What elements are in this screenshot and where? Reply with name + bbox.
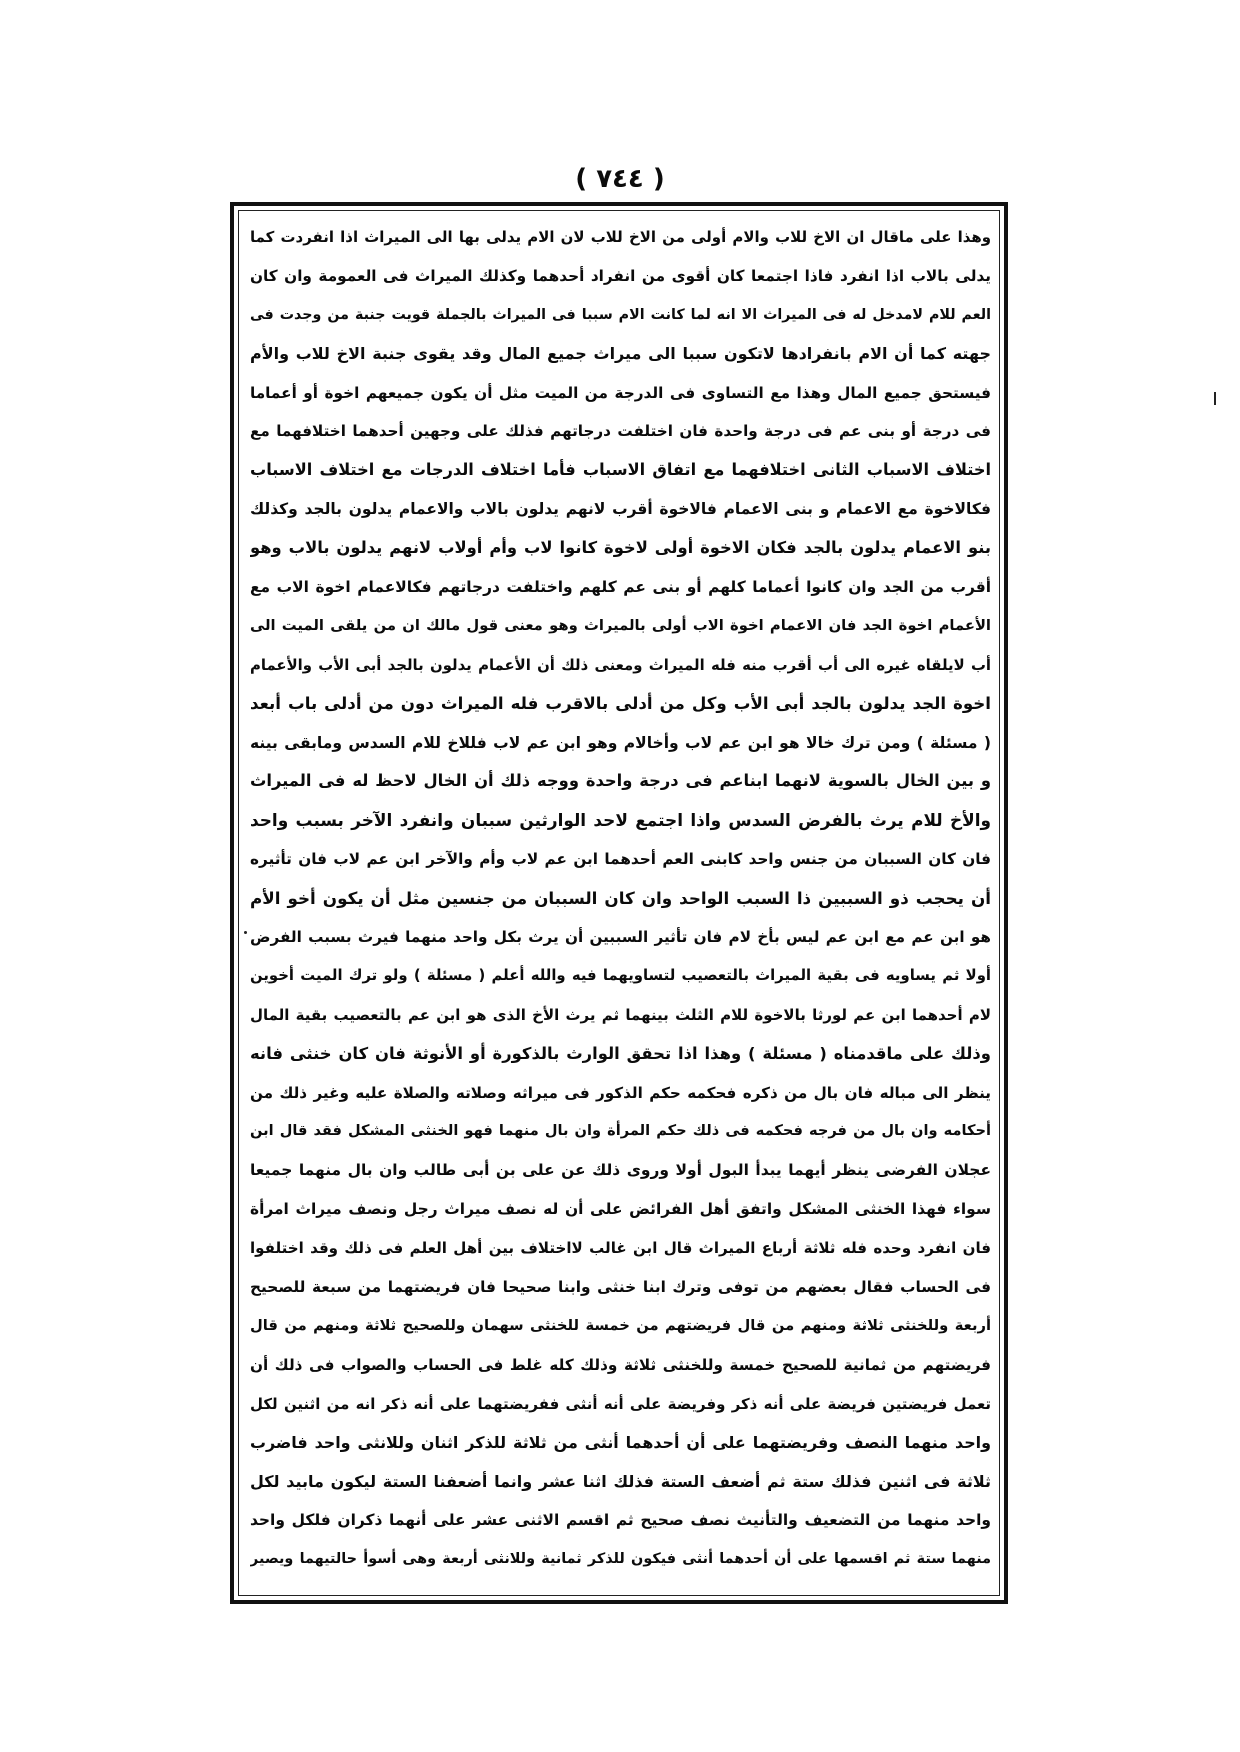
text-line: بنو الاعمام يدلون بالجد فكان الاخوة أولى لاخوة كانوا لاب وأم أولاب لانهم يدلون بالاب وهو <box>250 538 991 558</box>
text-line: هو ابن عم مع ابن عم ليس بأخ لام فان تأثير السببين أن يرث بكل واحد منهما فيرث بسبب الفرض <box>250 928 991 947</box>
text-line: اختلاف الاسباب الثانى اختلافهما مع اتفاق الاسباب فأما اختلاف الدرجات مع اختلاف الاسباب <box>250 460 991 480</box>
text-line: فيستحق جميع المال وهذا مع التساوى فى الدرجة من الميت مثل أن يكون جميعهم اخوة أو أعماما <box>250 383 991 402</box>
body-text <box>250 218 991 1579</box>
text-line: واحد منهما النصف وفريضتهما على أن أحدهما أنثى من ثلاثة للذكر اثنان وللانثى واحد فاضرب <box>250 1432 991 1452</box>
text-line: فان كان السببان من جنس واحد كابنى العم أحدهما ابن عم لاب وأم والآخر ابن عم لاب فان تأثيره <box>250 850 991 869</box>
text-line: ( مسئلة ) ومن ترك خالا هو ابن عم لاب وأخالام وهو ابن عم لاب فللاخ للام السدس ومابقى بينه <box>250 733 991 752</box>
text-line: أقرب من الجد وان كانوا أعماما كلهم أو بنى عم كلهم واختلفت درجاتهم فكالاعمام اخوة الاب مع <box>250 578 991 597</box>
text-line: فريضتهم من ثمانية للصحيح خمسة وللخنثى ثلاثة وذلك كله غلط فى الحساب والصواب فى ذلك أن <box>250 1355 991 1374</box>
text-line: العم للام لامدخل له فى الميراث الا انه لما كانت الام سببا فى الميراث بالجملة قويت جنبة من وجدت فى <box>250 306 991 323</box>
text-line: جهته كما أن الام بانفرادها لاتكون سببا الى ميراث جميع المال وقد يقوى جنبة الاخ للاب والأم <box>250 343 991 363</box>
text-line: منهما ستة ثم اقسمها على أن أحدهما أنثى فيكون للذكر ثمانية وللانثى أربعة وهى أسوأ حالتيهما ويصير <box>250 1551 991 1568</box>
text-line: والأخ للام يرث بالفرض السدس واذا اجتمع لاحد الوارثين سببان وانفرد الآخر بسبب واحد <box>250 810 991 831</box>
text-line: وهذا على ماقال ان الاخ للاب والام أولى من الاخ للاب لان الام يدلى بها الى الميراث اذا انفردت كما <box>250 228 991 246</box>
text-line: و بين الخال بالسوية لانهما ابناعم فى درجة واحدة ووجه ذلك أن الخال لاحظ له فى الميراث <box>250 771 991 791</box>
scan-speck <box>1214 392 1216 405</box>
text-line: أب لايلقاه غيره الى أب أقرب منه فله الميراث ومعنى ذلك أن الأعمام يدلون بالجد أبى الأب والأعمام <box>250 655 991 674</box>
text-line: ينظر الى مباله فان بال من ذكره فحكمه حكم الذكور فى ميراثه وصلاته والصلاة عليه وغير ذلك من <box>250 1083 991 1102</box>
text-line: أولا ثم يساويه فى بقية الميراث بالتعصيب لتساويهما فيه والله أعلم ( مسئلة ) ولو ترك الميت أخوين <box>250 966 991 984</box>
text-line: فكالاخوة مع الاعمام و بنى الاعمام فالاخوة أقرب لانهم يدلون بالاب والاعمام يدلون بالجد وكذلك <box>250 500 991 519</box>
text-line: يدلى بالاب اذا انفرد فاذا اجتمعا كان أقوى من انفراد أحدهما وكذلك الميراث فى العمومة وان كان <box>250 266 991 285</box>
text-line: عجلان الفرضى ينظر أيهما يبدأ البول أولا وروى ذلك عن على بن أبى طالب وان بال منهما جميعا <box>250 1161 991 1180</box>
text-line: لام أحدهما ابن عم لورثا بالاخوة للام الثلث بينهما ثم يرث الأخ الذى هو ابن عم بالتعصيب بقية المال <box>250 1005 991 1024</box>
text-line: فان انفرد وحده فله ثلاثة أرباع الميراث قال ابن غالب لااختلاف بين أهل العلم فى ذلك وقد اختلفوا <box>250 1239 991 1258</box>
scan-speck <box>244 931 247 934</box>
text-line: الأعمام اخوة الجد فان الاعمام اخوة الاب أولى بالميراث وهو معنى قول مالك ان من يلقى الميت الى <box>250 616 991 634</box>
text-line: أن يحجب ذو السببين ذا السبب الواحد وان كان السببان من جنسين مثل أن يكون أخو الأم <box>250 888 991 909</box>
text-line: فى الحساب فقال بعضهم من توفى وترك ابنا خنثى وابنا صحيحا فان فريضتهما من سبعة للصحيح <box>250 1278 991 1297</box>
text-line: أربعة وللخنثى ثلاثة ومنهم من قال فريضتهم من خمسة للخنثى سهمان وللصحيح ثلاثة ومنهم من قال <box>250 1316 991 1334</box>
page-number: ( ٧٤٤ ) <box>575 164 665 194</box>
text-line: سواء فهذا الخنثى المشكل واتفق أهل الفرائض على أن له نصف ميراث رجل ونصف ميراث امرأة <box>250 1200 991 1219</box>
text-line: وذلك على ماقدمناه ( مسئلة ) وهذا اذا تحقق الوارث بالذكورة أو الأنوثة فان كان خنثى فانه <box>250 1043 991 1063</box>
text-line: فى درجة أو بنى عم فى درجة واحدة فان اختلفت درجاتهم فذلك على وجهين أحدهما اختلافهما مع <box>250 422 991 441</box>
text-line: اخوة الجد يدلون بالجد أبى الأب وكل من أدلى بالاقرب فله الميراث دون من أدلى باب أبعد <box>250 693 991 713</box>
text-line: ثلاثة فى اثنين فذلك ستة ثم أضعف الستة فذلك اثنا عشر وانما أضعفنا الستة ليكون مابيد لكل <box>250 1471 991 1491</box>
text-line: تعمل فريضتين فريضة على أنه ذكر وفريضة على أنه أنثى ففريضتهما على أنه ذكر انه من اثنين لكل <box>250 1394 991 1413</box>
text-line: أحكامه وان بال من فرجه فحكمه فى ذلك حكم المرأة وان بال منهما فهو الخنثى المشكل فقد قال ابن <box>250 1122 991 1140</box>
text-line: واحد منهما من التضعيف والتأنيث نصف صحيح ثم اقسم الاثنى عشر على أنهما ذكران فلكل واحد <box>250 1511 991 1530</box>
